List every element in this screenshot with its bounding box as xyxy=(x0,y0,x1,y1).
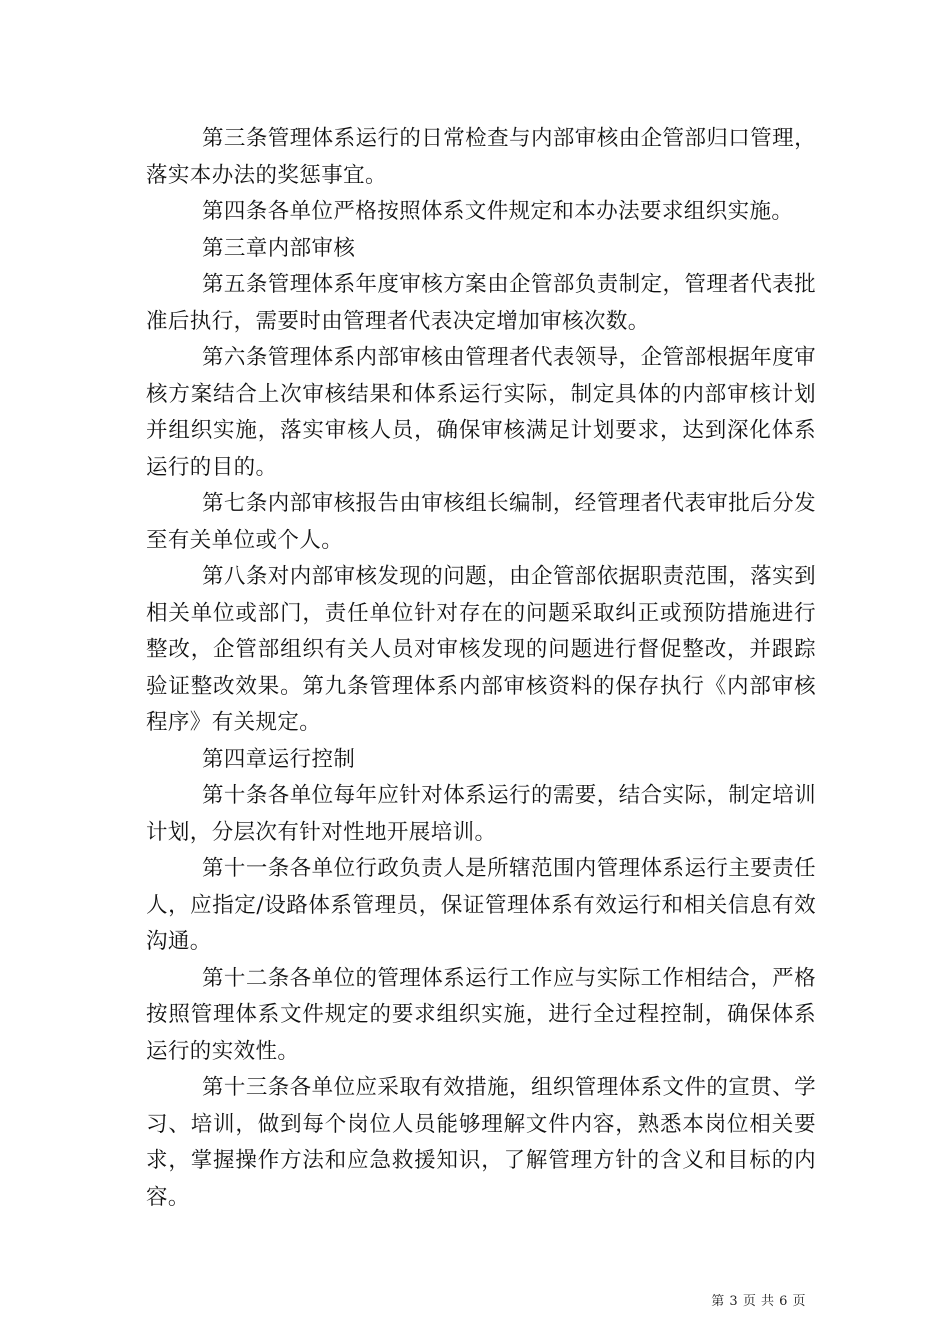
chapter-heading-4: 第四章运行控制 xyxy=(202,746,356,772)
paragraph-article-13: 第十三条各单位应采取有效措施，组织管理体系文件的宣贯、学习、培训，做到每个岗位人员能够理解文件内容，熟悉本岗位相关要求，掌握操作方法和应急救援知识，了解管理方针的含义和目标的内容。 xyxy=(146,1075,816,1210)
paragraph-article-10: 第十条各单位每年应针对体系运行的需要，结合实际，制定培训计划，分层次有针对性地开展培训。 xyxy=(146,783,816,845)
chapter-heading-3: 第三章内部审核 xyxy=(202,235,356,261)
paragraph-article-5: 第五条管理体系年度审核方案由企管部负责制定，管理者代表批准后执行，需要时由管理者代表决定增加审核次数。 xyxy=(146,272,816,334)
paragraph-article-3: 第三条管理体系运行的日常检查与内部审核由企管部归口管理，落实本办法的奖惩事宜。 xyxy=(146,126,816,188)
paragraph-article-8-9: 第八条对内部审核发现的问题，由企管部依据职责范围，落实到相关单位或部门，责任单位针对存在的问题采取纠正或预防措施进行整改，企管部组织有关人员对审核发现的问题进行督促整改，并跟踪验证整改效果。第九条管理体系内部审核资料的保存执行《内部审核程序》有关规定。 xyxy=(146,564,816,735)
paragraph-article-12: 第十二条各单位的管理体系运行工作应与实际工作相结合，严格按照管理体系文件规定的要求组织实施，进行全过程控制，确保体系运行的实效性。 xyxy=(146,965,816,1064)
paragraph-article-6: 第六条管理体系内部审核由管理者代表领导，企管部根据年度审核方案结合上次审核结果和体系运行实际，制定具体的内部审核计划并组织实施，落实审核人员，确保审核满足计划要求，达到深化体系运行的目的。 xyxy=(146,345,816,480)
paragraph-article-11: 第十一条各单位行政负责人是所辖范围内管理体系运行主要责任人，应指定/设路体系管理员，保证管理体系有效运行和相关信息有效沟通。 xyxy=(146,856,816,954)
paragraph-article-4: 第四条各单位严格按照体系文件规定和本办法要求组织实施。 xyxy=(202,199,794,224)
page-number-footer: 第 3 页 共 6 页 xyxy=(711,1294,806,1309)
paragraph-article-7: 第七条内部审核报告由审核组长编制，经管理者代表审批后分发至有关单位或个人。 xyxy=(146,491,816,553)
document-body xyxy=(146,121,816,1216)
